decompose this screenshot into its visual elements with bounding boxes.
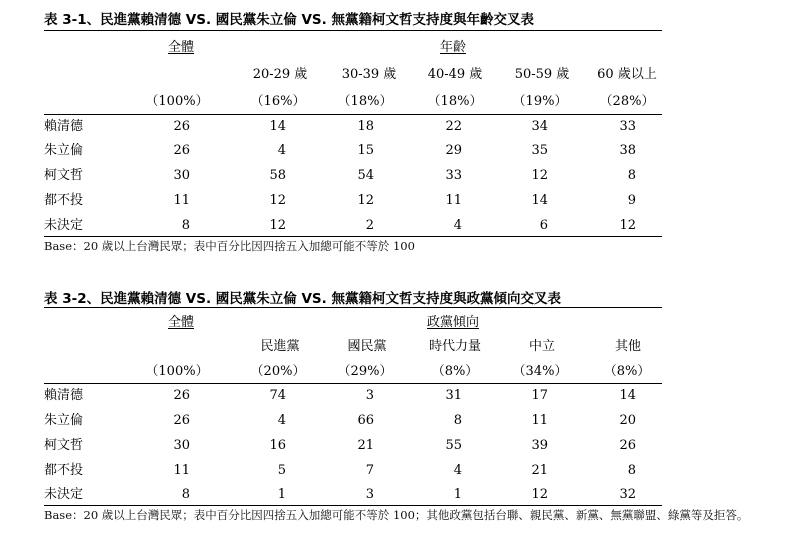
data-cell: 55 <box>445 438 462 453</box>
overall-header: 全體 <box>167 315 195 330</box>
bottom-rule <box>44 505 662 506</box>
data-cell: 29 <box>445 143 462 158</box>
data-cell: 12 <box>269 218 286 233</box>
data-cell: 21 <box>357 438 374 453</box>
data-cell: 8 <box>627 463 636 478</box>
data-cell: 11 <box>173 193 190 208</box>
column-header: 30-39 歲 <box>341 67 397 82</box>
data-cell: 9 <box>627 193 636 208</box>
overall-header: 全體 <box>167 40 195 55</box>
share-cell: （19%） <box>512 94 568 109</box>
share-cell: （16%） <box>250 94 306 109</box>
data-cell: 35 <box>531 143 548 158</box>
data-cell: 1 <box>453 487 462 502</box>
column-header: 40-49 歲 <box>427 67 483 82</box>
column-header: 國民黨 <box>347 339 387 354</box>
data-cell: 38 <box>619 143 636 158</box>
row-label: 未決定 <box>44 218 84 233</box>
column-header: 時代力量 <box>428 339 482 354</box>
table-note: Base：20 歲以上台灣民眾；表中百分比因四捨五入加總可能不等於 100 <box>44 239 415 253</box>
column-header: 中立 <box>528 339 556 354</box>
data-cell: 74 <box>269 388 286 403</box>
top-rule <box>44 307 662 308</box>
data-cell: 11 <box>531 413 548 428</box>
share-cell: （29%） <box>337 364 393 379</box>
bottom-rule <box>44 236 662 237</box>
data-cell: 14 <box>269 119 286 134</box>
data-cell: 11 <box>445 193 462 208</box>
share-cell: （8%） <box>431 364 479 379</box>
row-label: 柯文哲 <box>44 168 84 183</box>
data-cell: 6 <box>539 218 548 233</box>
data-cell: 11 <box>173 463 190 478</box>
data-cell: 8 <box>453 413 462 428</box>
share-cell: （100%） <box>145 94 209 109</box>
data-cell: 26 <box>619 438 636 453</box>
row-label: 朱立倫 <box>44 413 84 428</box>
data-cell: 26 <box>173 388 190 403</box>
data-cell: 33 <box>619 119 636 134</box>
share-cell: （20%） <box>250 364 306 379</box>
data-cell: 31 <box>445 388 462 403</box>
data-cell: 8 <box>627 168 636 183</box>
table-title: 表 3-1、民進黨賴清德 VS. 國民黨朱立倫 VS. 無黨籍柯文哲支持度與年齡交叉表 <box>44 12 534 28</box>
data-cell: 12 <box>357 193 374 208</box>
data-cell: 4 <box>453 218 462 233</box>
row-label: 都不投 <box>44 463 84 478</box>
share-cell: （18%） <box>427 94 483 109</box>
data-cell: 7 <box>365 463 374 478</box>
data-cell: 21 <box>531 463 548 478</box>
header-rule <box>44 383 662 384</box>
data-cell: 39 <box>531 438 548 453</box>
column-header: 20-29 歲 <box>252 67 308 82</box>
data-cell: 30 <box>173 438 190 453</box>
row-label: 都不投 <box>44 193 84 208</box>
data-cell: 20 <box>619 413 636 428</box>
data-cell: 15 <box>357 143 374 158</box>
column-header: 60 歲以上 <box>597 67 657 82</box>
data-cell: 26 <box>173 119 190 134</box>
data-cell: 18 <box>357 119 374 134</box>
row-label: 未決定 <box>44 487 84 502</box>
share-cell: （28%） <box>599 94 655 109</box>
data-cell: 66 <box>357 413 374 428</box>
table-note: Base：20 歲以上台灣民眾；表中百分比因四捨五入加總可能不等於 100；其他政黨包括台聯、親民黨、新黨、無黨聯盟、綠黨等及拒答。 <box>44 508 749 522</box>
data-cell: 4 <box>453 463 462 478</box>
share-cell: （100%） <box>145 364 209 379</box>
data-cell: 32 <box>619 487 636 502</box>
data-cell: 8 <box>181 218 190 233</box>
data-cell: 12 <box>619 218 636 233</box>
row-label: 朱立倫 <box>44 143 84 158</box>
data-cell: 12 <box>269 193 286 208</box>
data-cell: 12 <box>531 487 548 502</box>
data-cell: 33 <box>445 168 462 183</box>
data-cell: 16 <box>269 438 286 453</box>
data-cell: 58 <box>269 168 286 183</box>
header-rule <box>44 114 662 115</box>
data-cell: 1 <box>277 487 286 502</box>
data-cell: 5 <box>277 463 286 478</box>
data-cell: 30 <box>173 168 190 183</box>
data-cell: 14 <box>531 193 548 208</box>
share-cell: （34%） <box>512 364 568 379</box>
data-cell: 12 <box>531 168 548 183</box>
data-cell: 4 <box>277 143 286 158</box>
table-title: 表 3-2、民進黨賴清德 VS. 國民黨朱立倫 VS. 無黨籍柯文哲支持度與政黨傾向交叉表 <box>44 291 561 307</box>
data-cell: 3 <box>365 487 374 502</box>
data-cell: 3 <box>365 388 374 403</box>
data-cell: 54 <box>357 168 374 183</box>
top-rule <box>44 30 662 31</box>
data-cell: 14 <box>619 388 636 403</box>
data-cell: 8 <box>181 487 190 502</box>
column-header: 50-59 歲 <box>514 67 570 82</box>
row-label: 柯文哲 <box>44 438 84 453</box>
data-cell: 17 <box>531 388 548 403</box>
group-header: 年齡 <box>439 40 467 55</box>
data-cell: 34 <box>531 119 548 134</box>
share-cell: （18%） <box>337 94 393 109</box>
share-cell: （8%） <box>603 364 651 379</box>
row-label: 賴清德 <box>44 119 84 134</box>
data-cell: 4 <box>277 413 286 428</box>
column-header: 民進黨 <box>260 339 300 354</box>
data-cell: 26 <box>173 413 190 428</box>
data-cell: 26 <box>173 143 190 158</box>
row-label: 賴清德 <box>44 388 84 403</box>
data-cell: 2 <box>365 218 374 233</box>
data-cell: 22 <box>445 119 462 134</box>
group-header: 政黨傾向 <box>426 315 480 330</box>
column-header: 其他 <box>614 339 642 354</box>
